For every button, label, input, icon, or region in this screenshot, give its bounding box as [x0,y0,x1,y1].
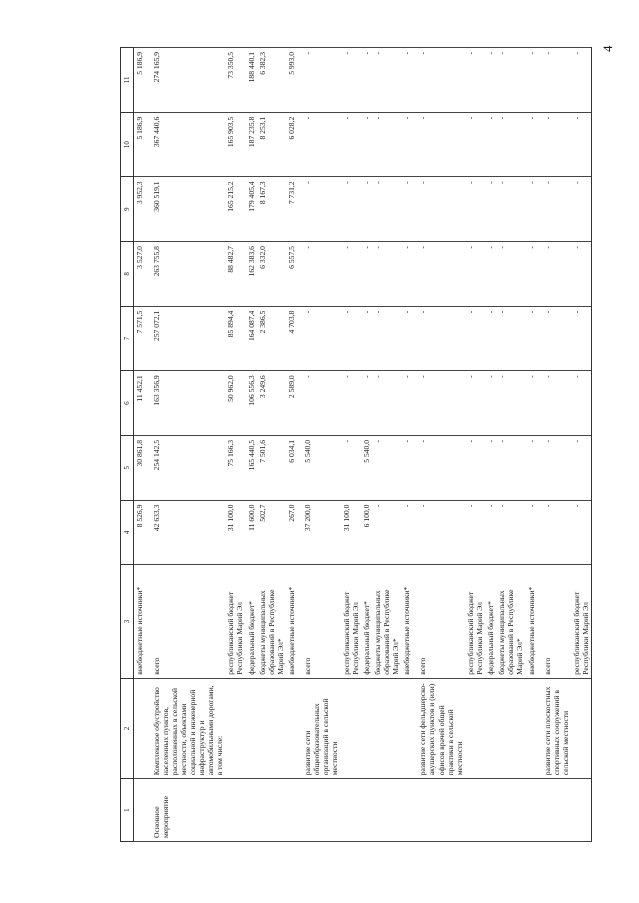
amount-cell: - [526,500,537,565]
event-type-cell [257,779,286,842]
funding-source-cell: республиканский бюджет Республики Марий Эл [465,565,485,679]
event-name-cell [465,678,485,779]
amount-cell: - [537,306,571,371]
amount-cell: - [571,371,592,436]
amount-cell: - [496,242,525,307]
amount-cell: - [526,371,537,436]
amount-cell: - [372,500,401,565]
amount-cell: - [526,242,537,307]
amount-cell: - [485,435,496,500]
amount-cell: 165 440,5 [246,435,257,500]
event-name-cell [257,678,286,779]
amount-cell: 85 894,4 [225,306,245,371]
amount-cell: 5 186,9 [134,112,146,177]
amount-cell: - [537,371,571,436]
amount-cell: - [412,435,465,500]
table-row [485,48,496,842]
amount-cell: - [361,306,372,371]
amount-cell: - [465,177,485,242]
amount-cell: - [485,306,496,371]
funding-source-cell: федеральный бюджет* [485,565,496,679]
table-row [571,48,592,842]
amount-cell: 187 235,8 [246,112,257,177]
amount-cell: - [297,112,340,177]
amount-cell: - [297,306,340,371]
amount-cell: - [341,112,361,177]
amount-cell: - [401,242,412,307]
amount-cell: - [401,371,412,436]
column-header: 11 [121,48,134,113]
event-type-cell [485,779,496,842]
amount-cell: 106 556,3 [246,371,257,436]
funding-source-cell: внебюджетные источники* [401,565,412,679]
column-header: 3 [121,565,134,679]
amount-cell: - [401,48,412,113]
amount-cell: - [537,435,571,500]
event-name-cell: развитие сети плоскостных спортивных сооружений в сельской местности [537,678,571,779]
amount-cell: 165 215,2 [225,177,245,242]
funding-source-cell: республиканский бюджет Республики Марий Эл [225,565,245,679]
funding-source-cell: внебюджетные источники* [526,565,537,679]
amount-cell: - [465,306,485,371]
amount-cell: - [361,242,372,307]
amount-cell: - [526,306,537,371]
amount-cell: 5 540,0 [361,435,372,500]
amount-cell: - [465,242,485,307]
table-row [146,48,226,842]
event-type-cell [412,779,465,842]
amount-cell: - [401,177,412,242]
amount-cell: - [526,177,537,242]
funding-source-cell: всего [297,565,340,679]
amount-cell: - [297,48,340,113]
amount-cell: - [571,48,592,113]
column-header: 1 [121,779,134,842]
amount-cell: 6 028,2 [286,112,297,177]
table-row [246,48,257,842]
amount-cell: 11 600,0 [246,500,257,565]
amount-cell: - [571,112,592,177]
amount-cell: 3 952,3 [134,177,146,242]
table-body [134,48,592,842]
table-row [341,48,361,842]
amount-cell: - [496,306,525,371]
amount-cell: 75 166,3 [225,435,245,500]
amount-cell: - [341,177,361,242]
event-name-cell [134,678,146,779]
funding-source-cell: бюджеты муниципальных образований в Республике Марий Эл* [372,565,401,679]
amount-cell: 50 962,0 [225,371,245,436]
amount-cell: - [297,177,340,242]
table-header-row [121,48,134,842]
rotated-page [120,47,620,842]
amount-cell: 8 253,1 [257,112,286,177]
event-name-cell [286,678,297,779]
event-name-cell [571,678,592,779]
funding-table [120,47,592,842]
amount-cell: 179 405,4 [246,177,257,242]
amount-cell: 6 382,3 [257,48,286,113]
table-row [537,48,571,842]
amount-cell: 502,7 [257,500,286,565]
amount-cell: - [341,48,361,113]
amount-cell: 274 165,9 [146,48,226,113]
amount-cell: 263 755,8 [146,242,226,307]
amount-cell: 6 100,0 [361,500,372,565]
amount-cell: - [496,112,525,177]
amount-cell: 88 482,7 [225,242,245,307]
funding-source-cell: республиканский бюджет Республики Марий Эл [571,565,592,679]
amount-cell: 2 589,0 [286,371,297,436]
amount-cell: - [496,500,525,565]
table-row [526,48,537,842]
amount-cell: 7 501,6 [257,435,286,500]
event-type-cell [134,779,146,842]
amount-cell: - [496,48,525,113]
amount-cell: - [465,112,485,177]
funding-source-cell: всего [412,565,465,679]
column-header: 10 [121,112,134,177]
amount-cell: 6 557,5 [286,242,297,307]
amount-cell: - [412,48,465,113]
amount-cell: - [496,435,525,500]
table-row [361,48,372,842]
amount-cell: - [412,371,465,436]
amount-cell: - [571,435,592,500]
amount-cell: - [571,306,592,371]
event-name-cell [246,678,257,779]
amount-cell: - [412,177,465,242]
event-type-cell [361,779,372,842]
amount-cell: 188 440,1 [246,48,257,113]
amount-cell: - [401,500,412,565]
amount-cell: - [485,242,496,307]
funding-source-cell: внебюджетные источники* [286,565,297,679]
amount-cell: - [485,48,496,113]
table-row [465,48,485,842]
amount-cell: 7 731,2 [286,177,297,242]
amount-cell: 257 072,1 [146,306,226,371]
amount-cell: - [526,112,537,177]
table-row [257,48,286,842]
amount-cell: 5 993,0 [286,48,297,113]
amount-cell: - [372,177,401,242]
amount-cell: - [412,500,465,565]
amount-cell: - [485,371,496,436]
amount-cell: 73 350,5 [225,48,245,113]
column-header: 6 [121,371,134,436]
funding-source-cell: всего [146,565,226,679]
amount-cell: - [412,242,465,307]
amount-cell: 37 200,0 [297,500,340,565]
amount-cell: - [465,48,485,113]
amount-cell: - [401,435,412,500]
funding-source-cell: внебюджетные источники* [134,565,146,679]
event-name-cell [485,678,496,779]
amount-cell: 360 519,1 [146,177,226,242]
event-type-cell [225,779,245,842]
event-name-cell: Комплексное обустройство населенных пунктов, расположенных в сельской местности, объектами социальной и инженерной инфраструктур и автомобильными дорогами, в том числе: [146,678,226,779]
amount-cell: 3 249,6 [257,371,286,436]
amount-cell: 267,0 [286,500,297,565]
amount-cell: - [496,177,525,242]
amount-cell: - [372,435,401,500]
amount-cell: - [485,112,496,177]
funding-source-cell: бюджеты муниципальных образований в Республике Марий Эл* [257,565,286,679]
amount-cell: - [537,112,571,177]
amount-cell: 367 440,6 [146,112,226,177]
event-type-cell [537,779,571,842]
amount-cell: - [465,371,485,436]
table-row [134,48,146,842]
amount-cell: - [526,48,537,113]
amount-cell: - [537,48,571,113]
amount-cell: 42 633,3 [146,500,226,565]
funding-source-cell: республиканский бюджет Республики Марий Эл [341,565,361,679]
amount-cell: 165 903,5 [225,112,245,177]
amount-cell: 2 386,5 [257,306,286,371]
funding-source-cell: федеральный бюджет* [361,565,372,679]
table-row [372,48,401,842]
amount-cell: 3 527,0 [134,242,146,307]
amount-cell: - [465,435,485,500]
event-type-cell [496,779,525,842]
amount-cell: - [401,112,412,177]
amount-cell: 164 087,4 [246,306,257,371]
table-row [297,48,340,842]
amount-cell: - [537,177,571,242]
funding-source-cell: бюджеты муниципальных образований в Республике Марий Эл* [496,565,525,679]
amount-cell: - [297,242,340,307]
amount-cell: - [341,435,361,500]
event-type-cell [341,779,361,842]
amount-cell: - [496,371,525,436]
amount-cell: - [412,306,465,371]
amount-cell: - [372,48,401,113]
event-name-cell [361,678,372,779]
amount-cell: - [571,242,592,307]
amount-cell: - [341,371,361,436]
column-header: 7 [121,306,134,371]
funding-source-cell: федеральный бюджет* [246,565,257,679]
amount-cell: - [297,371,340,436]
page-number: 4 [600,45,615,52]
column-header: 9 [121,177,134,242]
event-name-cell [341,678,361,779]
event-type-cell [465,779,485,842]
event-type-cell: Основное мероприятие [146,779,226,842]
amount-cell: - [465,500,485,565]
table-row [286,48,297,842]
column-header: 5 [121,435,134,500]
table-row [225,48,245,842]
amount-cell: - [361,177,372,242]
event-name-cell [526,678,537,779]
event-type-cell [246,779,257,842]
event-name-cell: развитие сети общеобразовательных организаций в сельской местности [297,678,340,779]
amount-cell: - [361,112,372,177]
amount-cell: - [372,242,401,307]
amount-cell: - [537,242,571,307]
amount-cell: - [537,500,571,565]
amount-cell: - [412,112,465,177]
column-header: 2 [121,678,134,779]
event-type-cell [297,779,340,842]
amount-cell: 5 540,0 [297,435,340,500]
amount-cell: 31 100,0 [225,500,245,565]
event-name-cell [496,678,525,779]
amount-cell: - [485,500,496,565]
amount-cell: - [372,306,401,371]
amount-cell: 8 526,9 [134,500,146,565]
amount-cell: 254 142,5 [146,435,226,500]
table-row [401,48,412,842]
amount-cell: - [526,435,537,500]
amount-cell: - [361,371,372,436]
column-header: 4 [121,500,134,565]
amount-cell: - [361,48,372,113]
event-name-cell [225,678,245,779]
amount-cell: - [341,306,361,371]
event-type-cell [372,779,401,842]
amount-cell: 8 167,3 [257,177,286,242]
table-row [496,48,525,842]
table-row [412,48,465,842]
amount-cell: 11 452,1 [134,371,146,436]
event-type-cell [286,779,297,842]
amount-cell: 6 332,0 [257,242,286,307]
event-name-cell [372,678,401,779]
amount-cell: 31 100,0 [341,500,361,565]
event-name-cell [401,678,412,779]
amount-cell: 5 186,9 [134,48,146,113]
amount-cell: - [485,177,496,242]
column-header: 8 [121,242,134,307]
amount-cell: 162 383,6 [246,242,257,307]
event-type-cell [526,779,537,842]
amount-cell: - [571,177,592,242]
amount-cell: 7 571,5 [134,306,146,371]
event-name-cell: развитие сети фельдшерско-акушерских пунктов и (или) офисов врачей общей практики в сельской местности [412,678,465,779]
amount-cell: 30 861,8 [134,435,146,500]
amount-cell: - [372,371,401,436]
amount-cell: - [372,112,401,177]
amount-cell: - [401,306,412,371]
event-type-cell [401,779,412,842]
event-type-cell [571,779,592,842]
amount-cell: - [341,242,361,307]
amount-cell: 6 034,1 [286,435,297,500]
amount-cell: 163 356,9 [146,371,226,436]
funding-source-cell: всего [537,565,571,679]
amount-cell: - [571,500,592,565]
amount-cell: 4 703,8 [286,306,297,371]
